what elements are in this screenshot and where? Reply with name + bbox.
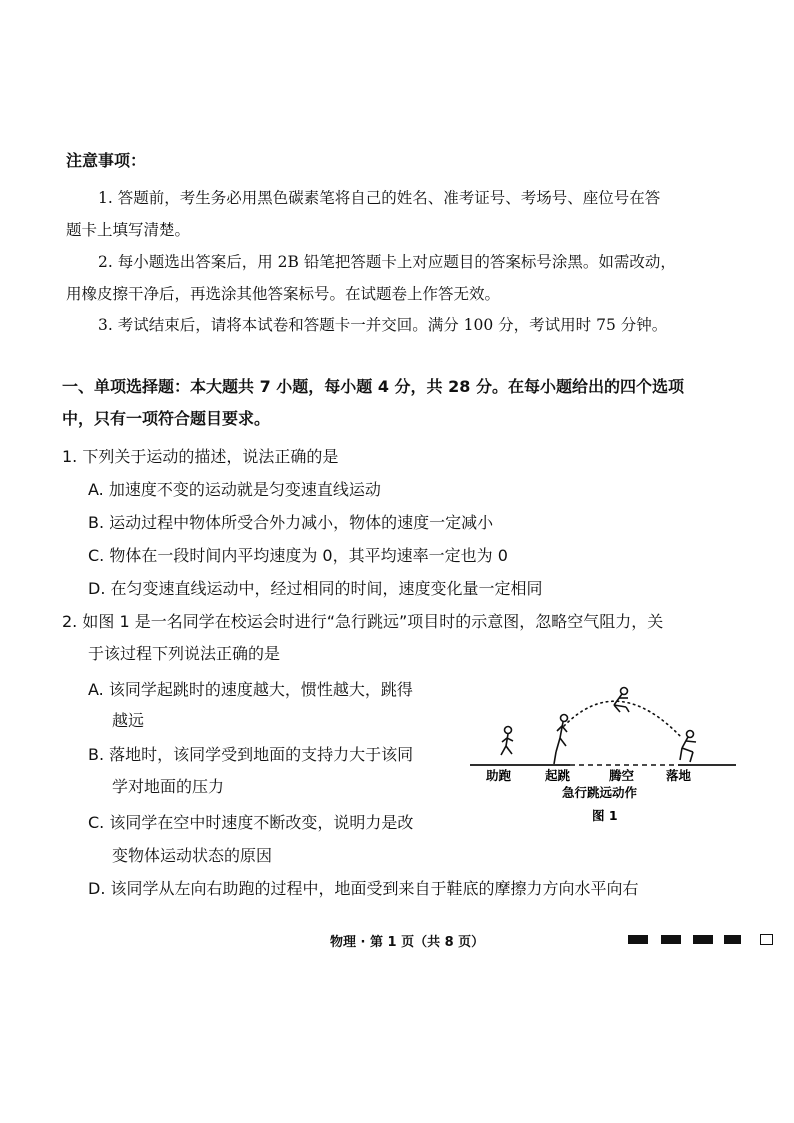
q2-option-b-line1: B. 落地时，该同学受到地面的支持力大于该同 xyxy=(88,745,414,764)
notice-item-1-line1: 1. 答题前，考生务必用黑色碳素笔将自己的姓名、准考证号、考场号、座位号在答 xyxy=(98,189,661,207)
runner-figure xyxy=(501,727,513,756)
stage-label-takeoff: 起跳 xyxy=(545,768,571,783)
q1-stem: 1. 下列关于运动的描述，说法正确的是 xyxy=(62,447,339,466)
section-heading-line2: 中，只有一项符合题目要求。 xyxy=(62,409,271,428)
q2-option-b-line2: 学对地面的压力 xyxy=(112,777,225,796)
q2-stem-line2: 于该过程下列说法正确的是 xyxy=(88,644,281,663)
airborne-figure xyxy=(614,688,629,713)
landing-figure xyxy=(680,731,696,763)
figure-subtitle: 急行跳远动作 xyxy=(562,785,638,800)
notice-heading: 注意事项： xyxy=(66,151,147,170)
q2-option-c-line1: C. 该同学在空中时速度不断改变，说明力是改 xyxy=(88,813,414,832)
q1-option-c: C. 物体在一段时间内平均速度为 0，其平均速率一定也为 0 xyxy=(88,546,508,565)
notice-item-1-line2: 题卡上填写清楚。 xyxy=(66,221,191,239)
stage-label-landing: 落地 xyxy=(666,768,692,783)
notice-item-2-line2: 用橡皮擦干净后，再选涂其他答案标号。在试题卷上作答无效。 xyxy=(66,285,501,303)
alignment-mark xyxy=(724,935,741,944)
q1-option-b: B. 运动过程中物体所受合外力减小，物体的速度一定减小 xyxy=(88,513,494,532)
notice-item-2-line1: 2. 每小题选出答案后，用 2B 铅笔把答题卡上对应题目的答案标号涂黑。如需改动， xyxy=(98,253,676,271)
q2-stem-line1: 2. 如图 1 是一名同学在校运会时进行“急行跳远”项目时的示意图，忽略空气阻力，关 xyxy=(62,612,664,631)
notice-item-3-line1: 3. 考试结束后，请将本试卷和答题卡一并交回。满分 100 分，考试用时 75 分钟。 xyxy=(98,316,668,334)
stage-label-runup: 助跑 xyxy=(486,768,512,783)
long-jump-diagram xyxy=(468,676,738,836)
stage-label-flight: 腾空 xyxy=(609,768,635,783)
q2-option-d: D. 该同学从左向右助跑的过程中，地面受到来自于鞋底的摩擦力方向水平向右 xyxy=(88,879,639,898)
q1-option-a: A. 加速度不变的运动就是匀变速直线运动 xyxy=(88,480,381,499)
figure-caption: 图 1 xyxy=(592,808,618,823)
alignment-mark xyxy=(628,935,648,944)
figure-long-jump xyxy=(468,676,738,836)
alignment-mark xyxy=(693,935,713,944)
section-heading-line1: 一、单项选择题：本大题共 7 小题，每小题 4 分，共 28 分。在每小题给出的四个选项 xyxy=(62,377,684,396)
q2-option-a-line2: 越远 xyxy=(112,711,145,730)
takeoff-figure xyxy=(554,715,568,765)
alignment-mark xyxy=(661,935,681,944)
alignment-box xyxy=(760,934,773,945)
q2-option-c-line2: 变物体运动状态的原因 xyxy=(112,846,273,865)
page-footer: 物理 · 第 1 页（共 8 页） xyxy=(330,935,485,950)
q2-option-a-line1: A. 该同学起跳时的速度越大，惯性越大，跳得 xyxy=(88,680,413,699)
q1-option-d: D. 在匀变速直线运动中，经过相同的时间，速度变化量一定相同 xyxy=(88,579,543,598)
